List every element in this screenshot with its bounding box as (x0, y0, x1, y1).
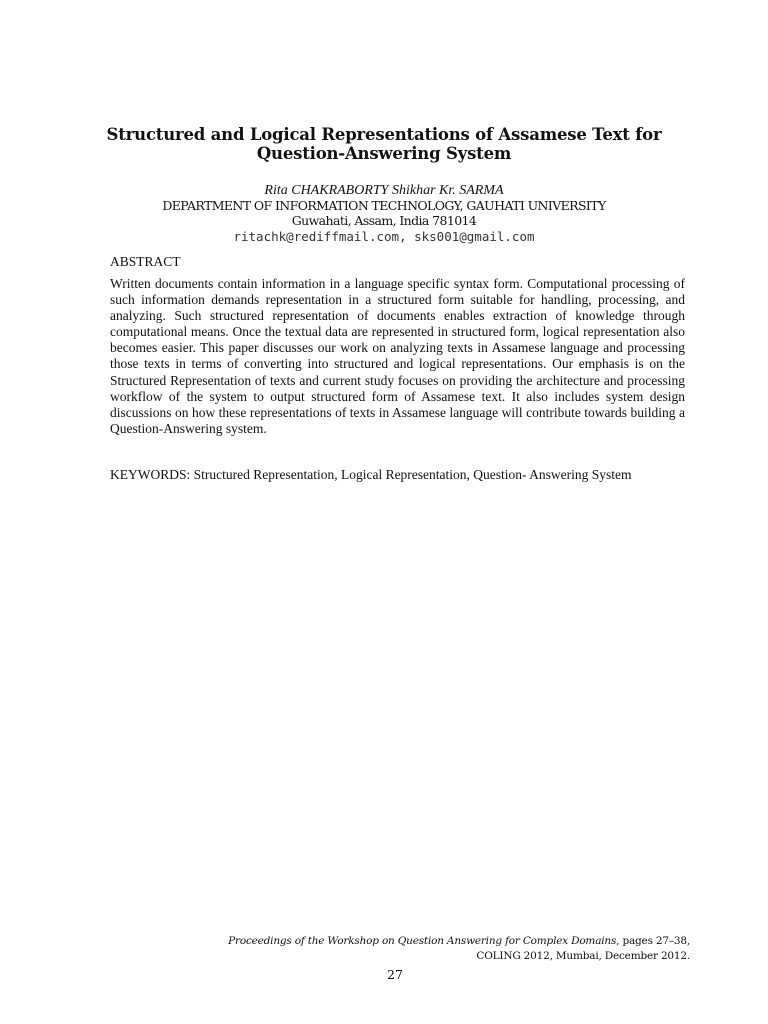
page-number: 27 (387, 967, 403, 982)
author-names: Rita CHAKRABORTY Shikhar Kr. SARMA (264, 183, 504, 198)
author-emails: ritachk@rediffmail.com, sks001@gmail.com (233, 229, 535, 244)
proceedings-footer (170, 934, 690, 964)
keywords-line: KEYWORDS: Structured Representation, Logical Representation, Question- Answering System (110, 467, 632, 482)
proceedings-line-1 (170, 934, 690, 949)
author-department: DEPARTMENT OF INFORMATION TECHNOLOGY, GAUHATI UNIVERSITY (162, 198, 606, 213)
proceedings-title: Proceedings of the Workshop on Question Answering for Complex Domains (228, 935, 617, 947)
abstract-heading: ABSTRACT (110, 254, 181, 269)
paper-title: Structured and Logical Representations of Assamese Text for Question-Answering System (106, 125, 662, 163)
proceedings-venue: COLING 2012, Mumbai, December 2012. (476, 950, 690, 962)
author-address: Guwahati, Assam, India 781014 (291, 213, 477, 228)
proceedings-pages: , pages 27–38, (616, 935, 690, 947)
abstract-body: Written documents contain information in a language specific syntax form. Computational processing of such information demands representation in a structured form suitable for handling, processing, and analyzing. Such structured representation of documents enables extraction of knowledge through computational means. Once the textual data are represented in structured form, logical representation also becomes easier. This paper discusses our work on analyzing texts in Assamese language and processing those texts in terms of converting into structured and logical representations. Our emphasis is on the Structured Representation of texts and current study focuses on providing the architecture and processing workflow of the system to output structured form of Assamese text. It also includes system design discussions on how these representations of texts in Assamese language will contribute towards building a Question-Answering system. (110, 276, 685, 436)
